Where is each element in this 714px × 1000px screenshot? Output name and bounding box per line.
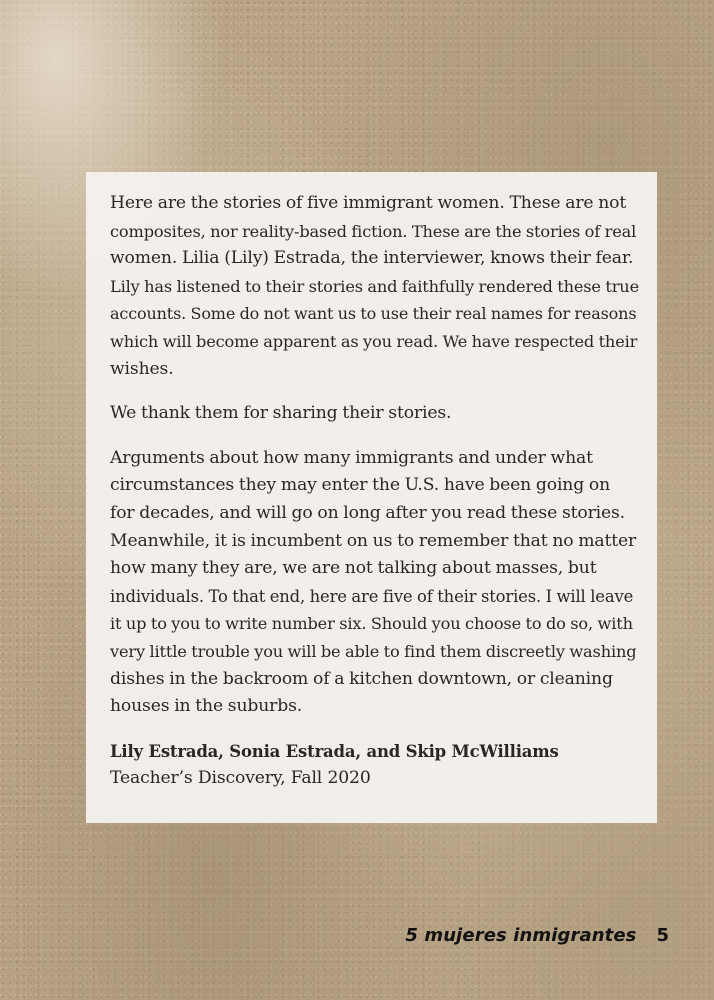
- text-panel: [86, 172, 657, 823]
- intro-line: women. Lilia (Lily) Estrada, the interviewer, knows their fear.: [110, 248, 634, 269]
- thanks-paragraph: [110, 400, 639, 428]
- page-footer: [405, 925, 669, 946]
- book-title: 5 mujeres inmigrantes: [405, 925, 637, 946]
- page-number: 5: [656, 925, 669, 946]
- signature-block: [110, 738, 639, 793]
- intro-line: composites, nor reality-based fiction. These are the stories of real: [110, 221, 637, 241]
- arguments-paragraph: [110, 445, 639, 721]
- signature-names: Lily Estrada, Sonia Estrada, and Skip McWilliams: [110, 741, 559, 761]
- intro-line: accounts. Some do not want us to use their real names for reasons: [110, 304, 637, 324]
- arguments-line: for decades, and will go on long after you read these stories.: [110, 502, 625, 523]
- intro-line: Here are the stories of five immigrant women. These are not: [110, 193, 627, 213]
- intro-line: which will become apparent as you read. We have respected their: [110, 331, 638, 351]
- intro-line: wishes.: [110, 358, 174, 379]
- arguments-line: Meanwhile, it is incumbent on us to remember that no matter: [110, 530, 637, 551]
- arguments-line: circumstances they may enter the U.S. have been going on: [110, 475, 611, 496]
- signature-place: Teacher’s Discovery, Fall 2020: [110, 768, 371, 789]
- arguments-line: individuals. To that end, here are five of their stories. I will leave: [110, 586, 634, 606]
- thanks-line: We thank them for sharing their stories.: [110, 403, 452, 424]
- arguments-line: how many they are, we are not talking about masses, but: [110, 558, 597, 579]
- arguments-line: Arguments about how many immigrants and under what: [110, 447, 593, 468]
- arguments-line: dishes in the backroom of a kitchen downtown, or cleaning: [110, 668, 613, 689]
- arguments-line: very little trouble you will be able to find them discreetly washing: [110, 641, 637, 661]
- arguments-line: it up to you to write number six. Should you choose to do so, with: [110, 614, 633, 634]
- intro-line: Lily has listened to their stories and faithfully rendered these true: [110, 276, 640, 296]
- arguments-line: houses in the suburbs.: [110, 696, 303, 717]
- intro-paragraph: [110, 190, 639, 383]
